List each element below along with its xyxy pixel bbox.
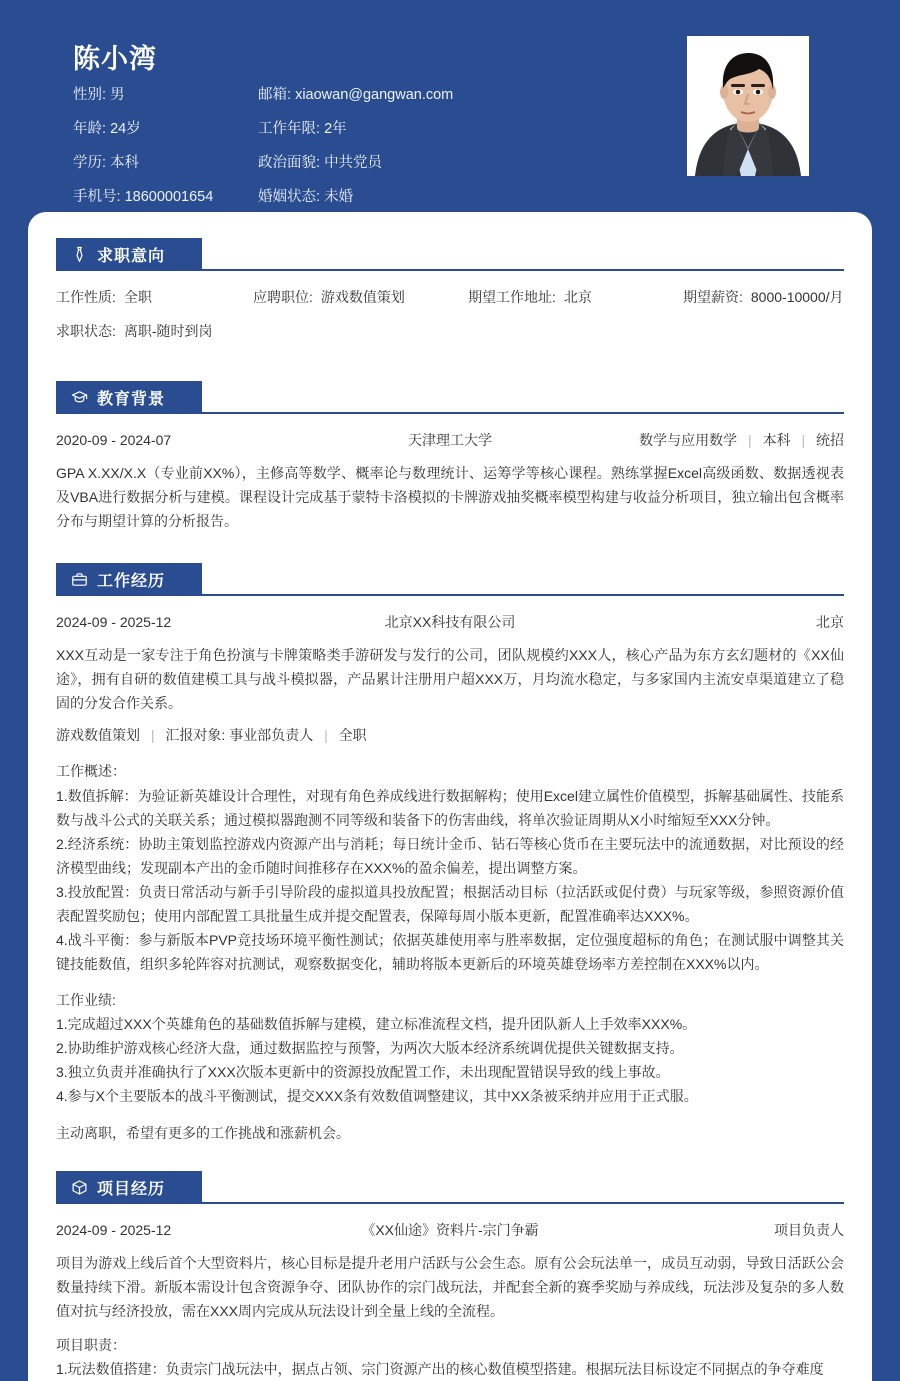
info-political-value: 中共党员: [324, 154, 383, 171]
work-overview-item: 4.战斗平衡：参与新版本PVP竞技场环境平衡性测试；依据英雄使用率与胜率数据，定位强度超标的角色；在测试服中调整其关键技能数值，组织多轮阵容对抗测试，观察数据变化，辅助将版本更新后的环境英雄登场率方差控制在XXX%以内。: [56, 932, 844, 973]
project-role: 项目负责人: [774, 1221, 844, 1238]
section-title-education: [56, 381, 202, 414]
info-gender-label: 性别:: [73, 86, 107, 103]
resume-card: [28, 212, 872, 1381]
section-title-text: 求职意向: [97, 248, 166, 265]
field-job-status: [56, 321, 213, 341]
project-description: 项目为游戏上线后首个大型资料片，核心目标是提升老用户活跃与公会生态。原有公会玩法单一，成员互动弱，导致日活跃公会数量持续下滑。新版本需设计包含资源争夺、团队协作的宗门战玩法，并配套全新的赛季奖励与养成线，玩法涉及复杂的多人数值对抗与经济投放，需在XXX周内完成从玩法设计到全量上线的全流程。: [56, 1254, 844, 1319]
separator: |: [801, 432, 806, 448]
work-achievement-block: [56, 988, 844, 1108]
field-value: 北京: [563, 289, 592, 305]
section-rule: [202, 594, 844, 596]
education-major: 数学与应用数学: [639, 432, 738, 448]
project-date: 2024-09 - 2025-12: [56, 1221, 172, 1238]
info-marital-value: 未婚: [324, 188, 354, 205]
spacer: [28, 355, 872, 381]
work-role-line: [56, 725, 844, 745]
work-achievement-item: 2.协助维护游戏核心经济大盘，通过数据监控与预警，为两次大版本经济系统调优提供关键数据支持。: [56, 1040, 684, 1057]
section-rule: [202, 269, 844, 271]
field-label: 期望薪资:: [683, 289, 743, 305]
spacer: [28, 543, 872, 563]
section-title-project: [56, 1171, 202, 1204]
section-project-experience: [28, 1171, 872, 1381]
resume-header: [0, 0, 900, 212]
field-value: 离职-随时到岗: [123, 323, 213, 339]
section-title-text: 工作经历: [97, 573, 166, 591]
section-header-project: [56, 1171, 844, 1204]
education-degree: 本科: [762, 432, 791, 448]
education-meta: [544, 430, 844, 450]
work-achievement-item: 4.参与X个主要版本的战斗平衡测试，提交XXX条有效数值调整建议，其中XX条被采纳并应用于正式服。: [56, 1088, 698, 1105]
education-date: 2020-09 - 2024-07: [56, 432, 172, 448]
info-row: [73, 148, 633, 174]
info-degree-value: 本科: [110, 154, 140, 171]
box-icon: [70, 1178, 89, 1197]
education-entry-header: [56, 430, 844, 450]
info-degree-label: 学历:: [73, 154, 107, 171]
work-report-to: 汇报对象: 事业部负责人: [165, 727, 314, 744]
candidate-name: 陈小湾: [73, 44, 157, 74]
info-experience: [258, 117, 598, 138]
field-target-location: [468, 287, 683, 307]
field-label: 工作性质:: [56, 289, 116, 305]
project-duty-item: 1.玩法数值搭建：负责宗门战玩法中，据点占领、宗门资源产出的核心数值模型搭建。根据玩法目标设定不同据点的争夺难度: [56, 1360, 824, 1377]
spacer: [28, 1145, 872, 1171]
project-name: 《XX仙途》资料片-宗门争霸: [361, 1221, 539, 1238]
section-header-job-intent: [56, 238, 844, 271]
project-duty-label: 项目职责：: [56, 1336, 126, 1353]
section-rule: [202, 1202, 844, 1204]
info-marital: [258, 185, 598, 206]
field-expected-salary: [683, 287, 844, 307]
work-overview-item: 1.数值拆解：为验证新英雄设计合理性，对现有角色养成线进行数据解构；使用Excel建立属性价值模型，拆解基础属性、技能系数与战斗公式的关联关系；通过模拟器跑测不同等级和装备下的伤害曲线，将单次验证周期从X小时缩短至XXX分钟。: [56, 787, 844, 828]
work-city: 北京: [816, 614, 844, 631]
avatar: [687, 36, 809, 176]
info-political-label: 政治面貌:: [258, 154, 321, 171]
personal-info-grid: [73, 80, 633, 216]
separator: |: [150, 727, 155, 744]
education-description: GPA X.XX/X.X（专业前XX%），主修高等数学、概率论与数理统计、运筹学等核心课程。熟练掌握Excel高级函数、数据透视表及VBA进行数据分析与建模。课程设计完成基于蒙特卡洛模拟的卡牌游戏抽奖概率模型构建与收益分析项目，独立输出包含概率分布与期望计算的分析报告。: [56, 465, 844, 530]
info-email-value: xiaowan@gangwan.com: [295, 86, 454, 103]
info-experience-label: 工作年限:: [258, 120, 321, 137]
section-job-intent: [28, 238, 872, 341]
field-target-position: [253, 287, 468, 307]
field-value: 8000-10000/月: [750, 289, 844, 305]
section-body-work: [28, 596, 872, 1144]
info-phone-value: 18600001654: [124, 188, 214, 205]
field-label: 期望工作地址:: [468, 289, 556, 305]
work-overview-label: 工作概述：: [56, 763, 126, 780]
section-title-text: 教育背景: [97, 391, 166, 408]
info-age: [73, 117, 258, 138]
info-experience-value: 2年: [324, 120, 347, 137]
field-value: 游戏数值策划: [320, 289, 405, 305]
info-political: [258, 151, 598, 172]
info-degree: [73, 151, 258, 172]
info-age-label: 年龄:: [73, 120, 107, 137]
info-gender: [73, 83, 258, 104]
section-body-job-intent: [28, 271, 872, 341]
section-rule: [202, 412, 844, 414]
section-header-education: [56, 381, 844, 414]
info-row: [73, 182, 633, 208]
work-overview-item: 2.经济系统：协助主策划监控游戏内资源产出与消耗；每日统计金币、钻石等核心货币在主要玩法中的流通数据，对比预设的经济模型曲线；发现副本产出的金币随时间推移存在XXX%的盈余偏差，提出调整方案。: [56, 835, 844, 876]
intent-row-1: [56, 287, 844, 307]
info-gender-value: 男: [110, 86, 125, 103]
work-achievement-label: 工作业绩:: [56, 992, 116, 1009]
work-overview-item: 3.投放配置：负责日常活动与新手引导阶段的虚拟道具投放配置；根据活动目标（拉活跃或促付费）与玩家等级，参照资源价值表配置奖励包；使用内部配置工具批量生成并提交配置表，保障每周小版本更新，配置准确率达XXX%。: [56, 883, 844, 924]
separator: |: [748, 432, 752, 448]
field-value: 全职: [123, 289, 152, 305]
section-title-text: 项目经历: [97, 1180, 166, 1198]
project-entry-header: [56, 1220, 844, 1240]
info-email: [258, 83, 598, 104]
work-role: 游戏数值策划: [56, 727, 140, 744]
work-entry-header: [56, 612, 844, 632]
section-education: [28, 381, 872, 533]
intent-row-2: [56, 321, 844, 341]
work-achievement-item: 3.独立负责并准确执行了XXX次版本更新中的资源投放配置工作，未出现配置错误导致的线上事故。: [56, 1064, 670, 1081]
info-phone: [73, 185, 258, 206]
work-company: 北京XX科技有限公司: [384, 614, 516, 631]
work-company-description: XXX互动是一家专注于角色扮演与卡牌策略类手游研发与发行的公司，团队规模约XXX人，核心产品为东方玄幻题材的《XX仙途》，拥有自研的数值建模工具与战斗模拟器，产品累计注册用户超XXX万，月均流水稳定，与多家国内主流安卓渠道建立了稳固的分发合作关系。: [56, 647, 844, 712]
section-title-work: [56, 563, 202, 596]
info-phone-label: 手机号:: [73, 188, 121, 205]
section-body-project: [28, 1204, 872, 1381]
info-row: [73, 80, 633, 106]
section-header-work: [56, 563, 844, 596]
work-leave-reason: 主动离职，希望有更多的工作挑战和涨薪机会。: [56, 1124, 350, 1141]
field-label: 求职状态:: [56, 323, 116, 339]
info-email-label: 邮箱:: [258, 86, 292, 103]
work-overview-block: [56, 759, 844, 976]
info-age-value: 24岁: [110, 120, 141, 137]
info-row: [73, 114, 633, 140]
necktie-icon: [70, 245, 89, 264]
education-school: 天津理工大学: [408, 432, 492, 448]
education-admission: 统招: [816, 432, 844, 448]
briefcase-icon: [70, 570, 89, 589]
section-title-job-intent: [56, 238, 202, 271]
work-date: 2024-09 - 2025-12: [56, 614, 172, 631]
info-marital-label: 婚姻状态:: [258, 188, 321, 205]
field-job-nature: [56, 287, 253, 307]
section-body-education: [28, 414, 872, 533]
section-work-experience: [28, 563, 872, 1144]
work-job-type: 全职: [338, 727, 367, 744]
separator: |: [324, 727, 328, 744]
work-achievement-item: 1.完成超过XXX个英雄角色的基础数值拆解与建模，建立标准流程文档，提升团队新人上手效率XXX%。: [56, 1016, 697, 1033]
graduation-cap-icon: [70, 388, 89, 407]
field-label: 应聘职位:: [253, 289, 313, 305]
